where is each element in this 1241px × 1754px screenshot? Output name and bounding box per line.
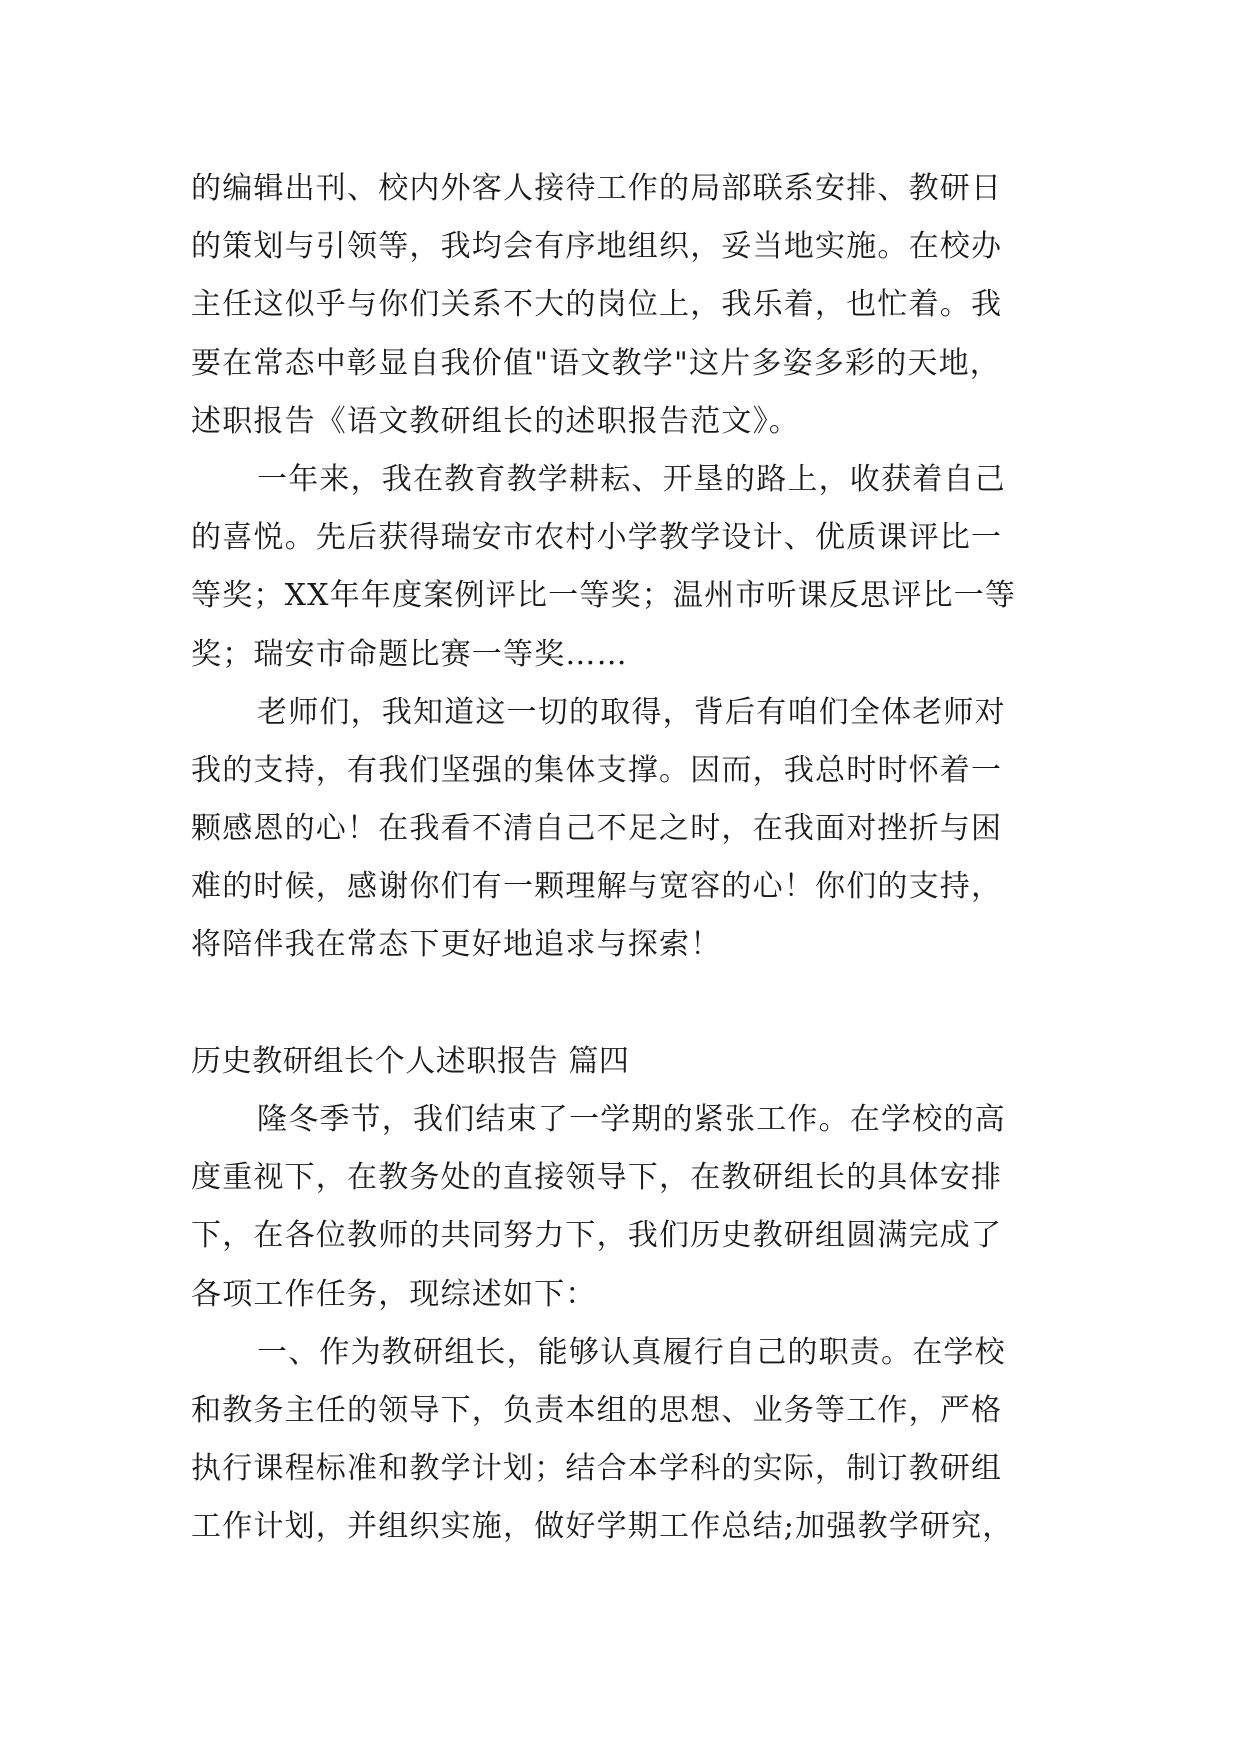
text-line: 度重视下，在教务处的直接领导下，在教研组长的具体安排 [191, 1160, 1003, 1196]
text-line: 老师们，我知道这一切的取得，背后有咱们全体老师对 [257, 694, 1006, 730]
text-line: 奖；瑞安市命题比赛一等奖…… [191, 636, 628, 672]
text-line: 工作计划，并组织实施，做好学期工作总结;加强教学研究， [191, 1509, 1014, 1545]
blank-line [191, 975, 1091, 1033]
paragraph-intro [191, 1091, 1091, 1324]
text-line: 执行课程标准和教学计划；结合本学科的实际，制订教研组 [191, 1451, 1003, 1487]
paragraph-achievements [191, 451, 1091, 684]
text-line: 和教务主任的领导下，负责本组的思想、业务等工作，严格 [191, 1392, 1003, 1428]
text-line: 要在常态中彰显自我价值"语文教学"这片多姿多彩的天地， [191, 345, 1001, 381]
text-line: 各项工作任务，现综述如下： [191, 1276, 597, 1312]
text-line: 的喜悦。先后获得瑞安市农村小学教学设计、优质课评比一 [191, 520, 1003, 556]
paragraph-thanks [191, 684, 1091, 975]
paragraph-point-one [191, 1324, 1091, 1557]
text-line: 难的时候，感谢你们有一颗理解与宽容的心！你们的支持， [191, 869, 1003, 905]
text-line: 等奖；XX年年度案例评比一等奖；温州市听课反思评比一等 [191, 578, 1017, 614]
text-line: 将陪伴我在常态下更好地追求与探索！ [191, 927, 722, 963]
text-line: 述职报告《语文教研组长的述职报告范文》。 [191, 403, 800, 439]
paragraph-continuation [191, 160, 1091, 451]
text-line: 的策划与引领等，我均会有序地组织，妥当地实施。在校办 [191, 229, 1003, 265]
text-line: 我的支持，有我们坚强的集体支撑。因而，我总时时怀着一 [191, 752, 1003, 788]
text-line: 主任这似乎与你们关系不大的岗位上，我乐着，也忙着。我 [191, 287, 1003, 323]
text-line: 一、作为教研组长，能够认真履行自己的职责。在学校 [257, 1334, 1006, 1370]
text-line: 颗感恩的心！在我看不清自己不足之时，在我面对挫折与困 [191, 811, 1003, 847]
text-line: 隆冬季节，我们结束了一学期的紧张工作。在学校的高 [257, 1102, 1006, 1137]
document-body [191, 160, 1091, 1557]
section-heading: 历史教研组长个人述职报告 篇四 [191, 1043, 630, 1079]
text-line: 的编辑出刊、校内外客人接待工作的局部联系安排、教研日 [191, 171, 1003, 206]
text-line: 下，在各位教师的共同努力下，我们历史教研组圆满完成了 [191, 1218, 1003, 1254]
text-line: 一年来，我在教育教学耕耘、开垦的路上，收获着自己 [257, 461, 1006, 497]
